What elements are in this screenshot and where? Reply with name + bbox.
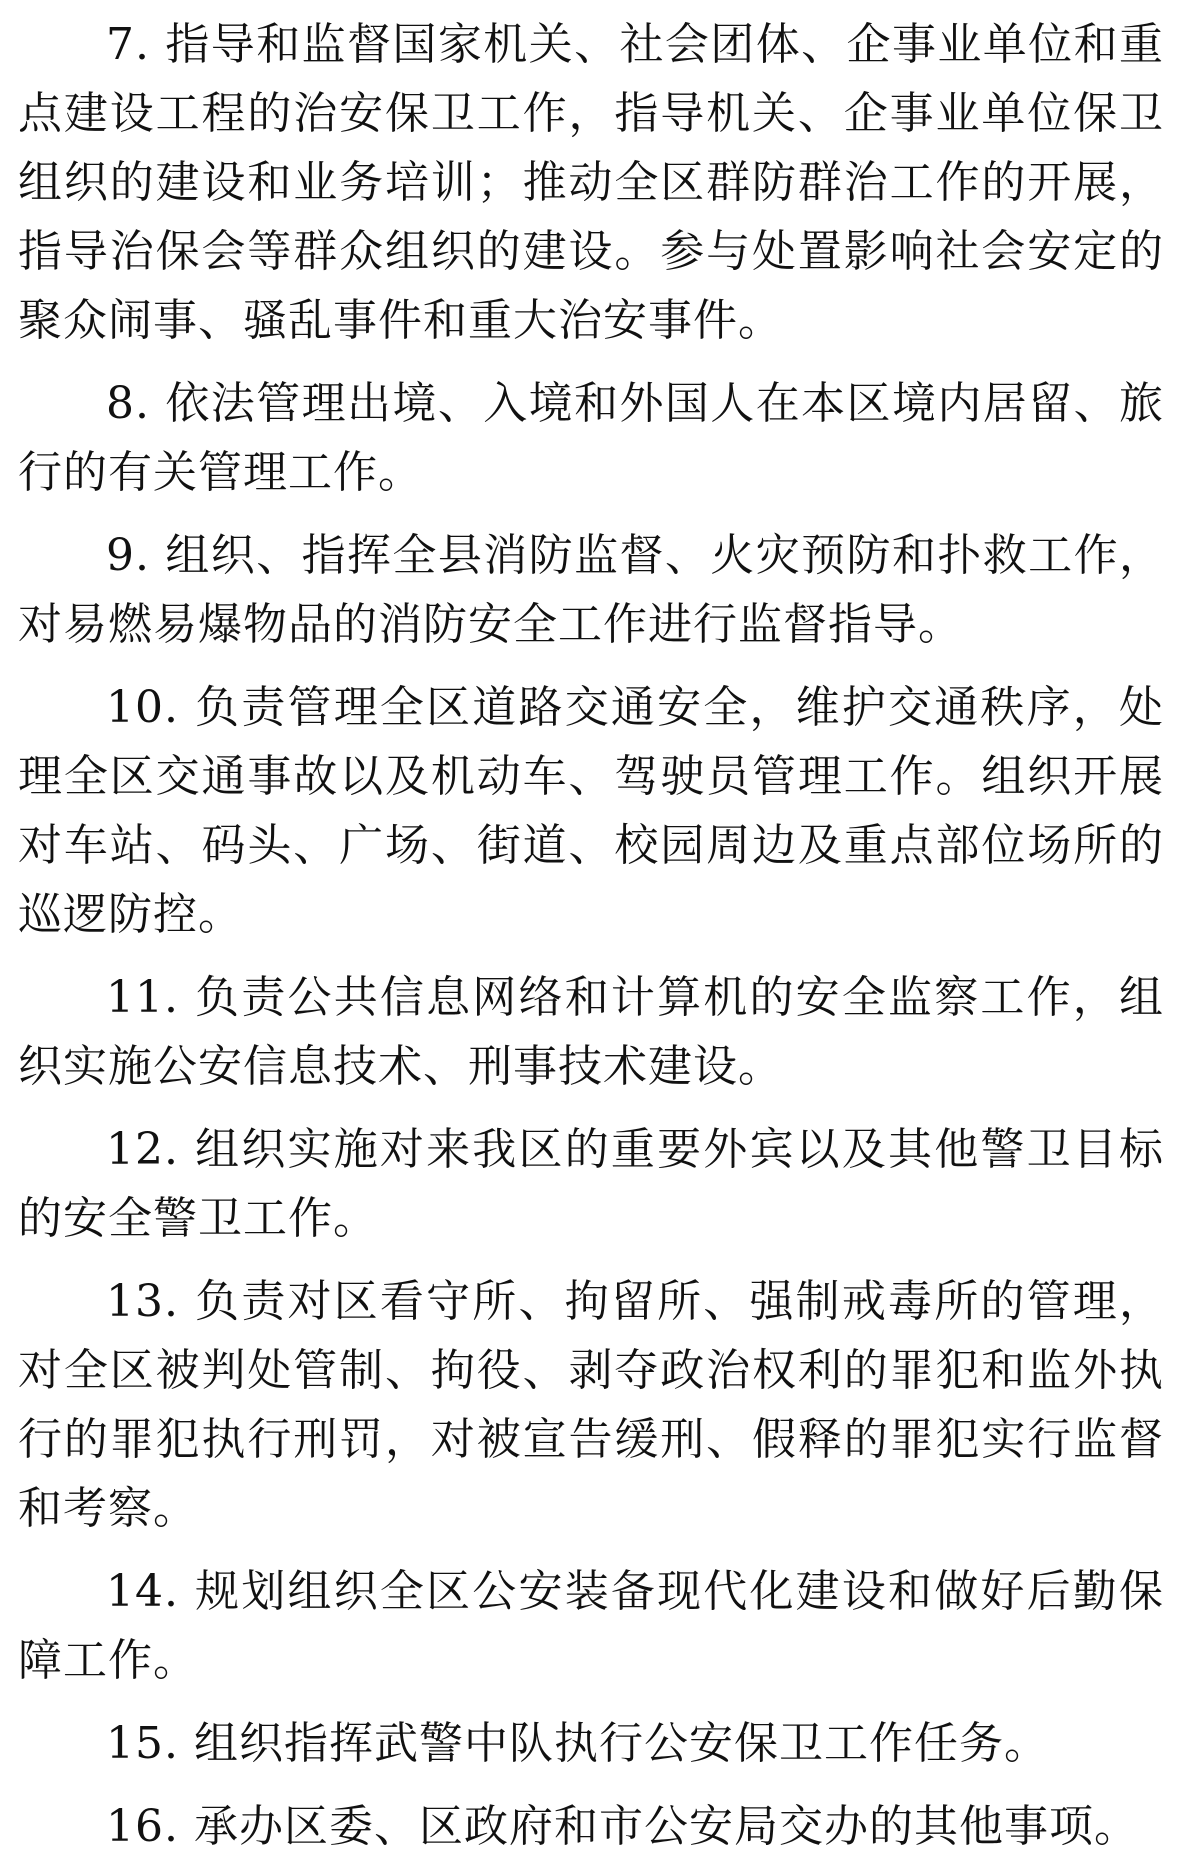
- document-page: [18, 10, 1164, 1852]
- paragraph-item-16: 16. 承办区委、区政府和市公安局交办的其他事项。: [106, 1801, 1139, 1852]
- paragraph-item-11: 11. 负责公共信息网络和计算机的安全监察工作，组织实施公安信息技术、刑事技术建设。: [18, 972, 1164, 1092]
- paragraph-item-15: 15. 组织指挥武警中队执行公安保卫工作任务。: [106, 1718, 1049, 1769]
- paragraph-item-10: 10. 负责管理全区道路交通安全，维护交通秩序，处理全区交通事故以及机动车、驾驶员管理工作。组织开展对车站、码头、广场、街道、校园周边及重点部位场所的巡逻防控。: [18, 682, 1164, 940]
- paragraph-item-13: 13. 负责对区看守所、拘留所、强制戒毒所的管理，对全区被判处管制、拘役、剥夺政治权利的罪犯和监外执行的罪犯执行刑罚，对被宣告缓刑、假释的罪犯实行监督和考察。: [18, 1276, 1164, 1534]
- paragraph-item-12: 12. 组织实施对来我区的重要外宾以及其他警卫目标的安全警卫工作。: [18, 1124, 1164, 1244]
- paragraph-item-14: 14. 规划组织全区公安装备现代化建设和做好后勤保障工作。: [18, 1566, 1164, 1686]
- paragraph-item-8: 8. 依法管理出境、入境和外国人在本区境内居留、旅行的有关管理工作。: [18, 378, 1164, 498]
- paragraph-item-7: 7. 指导和监督国家机关、社会团体、企事业单位和重点建设工程的治安保卫工作，指导机关、企事业单位保卫组织的建设和业务培训；推动全区群防群治工作的开展，指导治保会等群众组织的建设。参与处置影响社会安定的聚众闹事、骚乱事件和重大治安事件。: [18, 19, 1164, 346]
- paragraph-item-9: 9. 组织、指挥全县消防监督、火灾预防和扑救工作，对易燃易爆物品的消防安全工作进行监督指导。: [18, 530, 1164, 650]
